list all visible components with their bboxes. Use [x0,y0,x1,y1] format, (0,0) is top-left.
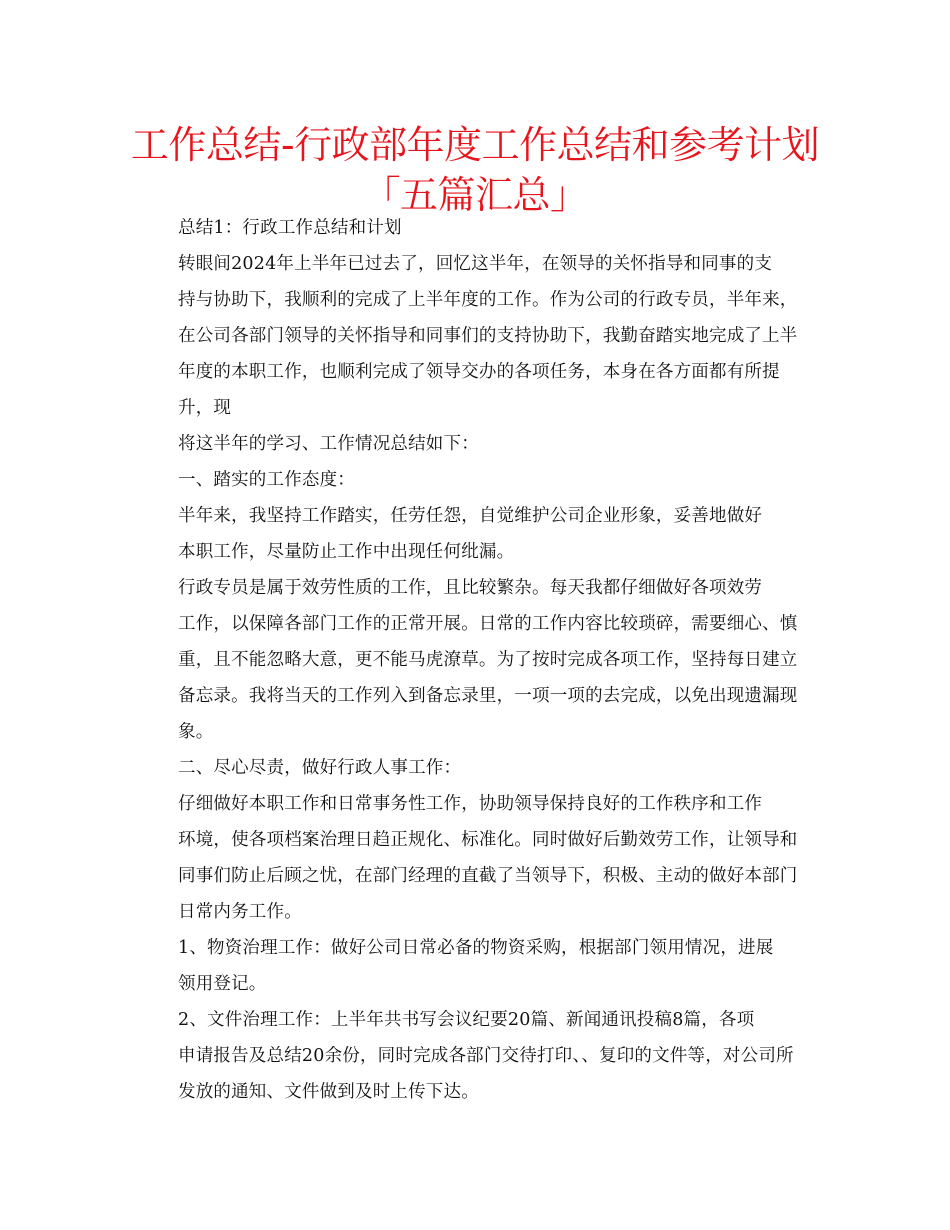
paragraph [143,462,813,498]
text-line: 日常内务工作。 [178,902,302,922]
text-line: 行政专员是属于效劳性质的工作，且比较繁杂。每天我都仔细做好各项效劳 [178,578,763,598]
text-line: 申请报告及总结20余份，同时完成各部门交待打印、、复印的文件等，对公司所 [178,1046,794,1066]
title-line: 「五篇汇总」 [362,173,588,217]
text-line: 升，现 [178,398,232,418]
text-line: 将这半年的学习、工作情况总结如下： [178,434,479,454]
paragraph [143,246,813,426]
text-line: 环境，使各项档案治理日趋正规化、标准化。同时做好后勤效劳工作，让领导和 [178,830,798,850]
text-line: 重，且不能忽略大意，更不能马虎潦草。为了按时完成各项工作，坚持每日建立 [178,650,798,670]
text-line: 工作，以保障各部门工作的正常开展。日常的工作内容比较琐碎，需要细心、慎 [178,614,798,634]
paragraph [143,426,813,462]
text-line: 总结1：行政工作总结和计划 [178,218,402,238]
paragraph [143,498,813,570]
text-line: 在公司各部门领导的关怀指导和同事们的支持协助下，我勤奋踏实地完成了上半 [178,326,798,346]
text-line: 一、踏实的工作态度： [178,470,355,490]
text-line: 本职工作，尽量防止工作中出现任何纰漏。 [178,542,515,562]
paragraph [143,1002,813,1110]
paragraph [143,570,813,750]
text-line: 半年来，我坚持工作踏实，任劳任怨，自觉维护公司企业形象，妥善地做好 [178,506,763,526]
paragraph [143,786,813,930]
text-line: 象。 [178,722,214,742]
text-line: 领用登记。 [178,974,267,994]
document-body [143,210,813,1110]
text-line: 年度的本职工作，也顺利完成了领导交办的各项任务，本身在各方面都有所提 [178,362,780,382]
text-line: 持与协助下，我顺利的完成了上半年度的工作。作为公司的行政专员，半年来， [178,290,798,310]
text-line: 2、文件治理工作：上半年共书写会议纪要20篇、新闻通讯投稿8篇，各项 [178,1010,755,1030]
paragraph [143,750,813,786]
paragraph [143,210,813,246]
text-line: 1、物资治理工作：做好公司日常必备的物资采购，根据部门领用情况，进展 [178,938,774,958]
text-line: 备忘录。我将当天的工作列入到备忘录里，一项一项的去完成，以免出现遗漏现 [178,686,798,706]
text-line: 转眼间2024年上半年已过去了，回忆这半年，在领导的关怀指导和同事的支 [178,254,773,274]
title-line: 工作总结-行政部年度工作总结和参考计划 [130,123,820,167]
text-line: 同事们防止后顾之忧，在部门经理的直截了当领导下，积极、主动的做好本部门 [178,866,798,886]
document-title [110,120,840,220]
paragraph [143,930,813,1002]
text-line: 仔细做好本职工作和日常事务性工作，协助领导保持良好的工作秩序和工作 [178,794,763,814]
text-line: 发放的通知、文件做到及时上传下达。 [178,1082,479,1102]
text-line: 二、尽心尽责，做好行政人事工作： [178,758,462,778]
